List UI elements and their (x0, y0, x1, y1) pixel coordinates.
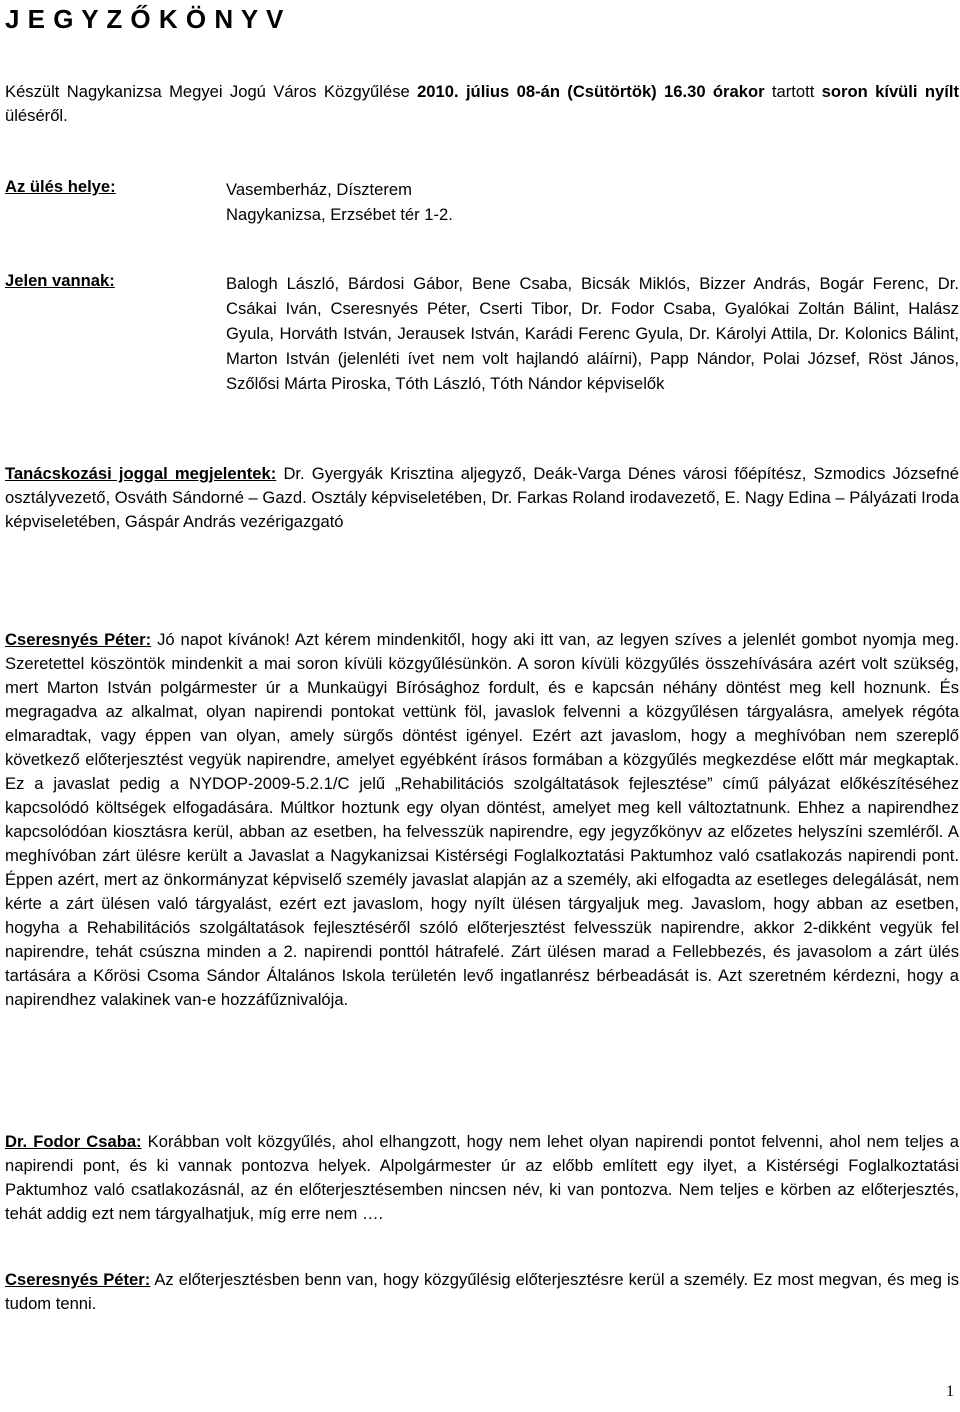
intro-paragraph (5, 80, 959, 128)
speech-paragraph (5, 628, 959, 1012)
venue-value (226, 177, 959, 227)
session-type: soron kívüli nyílt (821, 82, 959, 101)
speech-paragraph (5, 1268, 959, 1316)
venue-line-1: Vasemberház, Díszterem (226, 180, 412, 199)
advisors-label: Tanácskozási joggal megjelentek: (5, 464, 277, 483)
present-label: Jelen vannak: (5, 271, 115, 290)
advisors-paragraph (5, 462, 959, 534)
page-number: 1 (946, 1383, 954, 1400)
present-list: Balogh László, Bárdosi Gábor, Bene Csaba, Bicsák Miklós, Bizzer András, Bogár Ferenc, Dr. Csákai Iván, Cseresnyés Péter, Cserti Tibor, Dr. Fodor Csaba, Gyalókai Zoltán Bálint, Halász Gyula, Horváth István, Jerausek István, Karádi Ferenc Gyula, Dr. Károlyi Attila, Dr. Kolonics Bálint, Marton István (jelenléti ívet nem volt hajlandó aláírni), Papp Nándor, Polai József, Röst János, Szőlősi Márta Piroska, Tóth László, Tóth Nándor képviselők (226, 274, 959, 393)
meeting-date: 2010. július 08-án (Csütörtök) 16.30 órakor (417, 82, 765, 101)
speech-paragraph (5, 1130, 959, 1226)
speech-text: Jó napot kívánok! Azt kérem mindenkitől, hogy aki itt van, az legyen szíves a jelenlét gombot nyomja meg. Szeretettel köszöntök mindenkit a mai soron kívüli közgyűlésünkön. A soron kívüli közgyűlés összehívására azért volt szükség, mert Marton István polgármester úr a Munkaügyi Bírósághoz fordult, és e kapcsán néhány döntést meg kell hoznunk. És megragadva az alkalmat, olyan napirendi pontokat vettünk föl, javaslok felvenni a közgyűlésen tárgyalásra, amelyek régóta elmaradtak, vagy éppen van olyan, amely sürgős döntést igényel. Ezért azt javaslom, hogy a meghívóban nem szereplő következő előterjesztést vegyük napirendre, amelyet egyébként írásos formában a közgyűlés megkezdése előtt már megkaptak. Ez a javaslat pedig a NYDOP-2009-5.2.1/C jelű „Rehabilitációs szolgáltatások fejlesztése” című pályázat előkészítéséhez kapcsolódó költségek elfogadására. Múltkor hoztunk egy olyan döntést, amelyet meg kell változtatnunk. Ehhez a napirendhez kapcsolódóan kiosztásra kerül, abban az esetben, ha felvesszük napirendre, egy jegyzőkönyv az előzetes helyszíni szemléről. A meghívóban zárt ülésre került a Javaslat a Nagykanizsai Kistérségi Foglalkoztatási Paktumhoz való csatlakozás napirendi pont. Éppen azért, mert az önkormányzat képviselő személy javaslat alapján az a személy, aki elfogadta az esetleges delegálását, nem kérte a zárt ülésen való tárgyalást, ezért ezt javaslom, hogy nyílt ülésen tárgyaljuk meg. Javaslom, hogy abban az esetben, hogyha a Rehabilitációs szolgáltatások fejlesztéséről szóló előterjesztést felvesszük napirendre, akkor 2-dikként vegyük fel napirendre, tehát csúszna minden a 2. napirendi ponttól hátrafelé. Zárt ülésen marad a Fellebbezés, és javasolom a zárt ülés tartására a Kőrösi Csoma Sándor Általános Iskola területén levő ingatlanrész bérbeadását is. Azt szeretném kérdezni, hogy a napirendhez valakinek van-e hozzáfűznivalója. (5, 630, 960, 1009)
intro-text-2: tartott (764, 82, 822, 101)
venue-line-2: Nagykanizsa, Erzsébet tér 1-2. (226, 205, 453, 224)
advisors-text: Dr. Gyergyák Krisztina aljegyző, Deák-Varga Dénes városi főépítész, Szmodics Józsefné osztályvezető, Osváth Sándorné – Gazd. Osztály képviseletében, Dr. Farkas Roland irodavezető, E. Nagy Edina – Pályázati Iroda képviseletében, Gáspár András vezérigazgató (5, 464, 959, 531)
intro-text-3: üléséről. (5, 106, 68, 125)
intro-text-1: Készült Nagykanizsa Megyei Jogú Város Közgyűlése (5, 82, 418, 101)
document-title: J E G Y Z Ő K Ö N Y V (5, 4, 284, 34)
speaker-name: Cseresnyés Péter: (5, 630, 152, 649)
venue-label: Az ülés helye: (5, 177, 116, 196)
speech-text: Az előterjesztésben benn van, hogy közgyűlésig előterjesztésre kerül a személy. Ez most megvan, és meg is tudom tenni. (5, 1270, 959, 1313)
speaker-name: Cseresnyés Péter: (5, 1270, 151, 1289)
speech-text: Korábban volt közgyűlés, ahol elhangzott, hogy nem lehet olyan napirendi pontot felvenni, ahol nem teljes a napirendi pont, és ki vannak pontozva helyek. Alpolgármester úr az előbb említett egy ilyet, a Kistérségi Foglalkoztatási Paktumhoz való csatlakozásnál, az én előterjesztésemben nincsen név, ki van pontozva. Nem teljes e körben az előterjesztés, tehát addig ezt nem tárgyalhatjuk, míg erre nem …. (5, 1132, 959, 1223)
speaker-name: Dr. Fodor Csaba: (5, 1132, 142, 1151)
